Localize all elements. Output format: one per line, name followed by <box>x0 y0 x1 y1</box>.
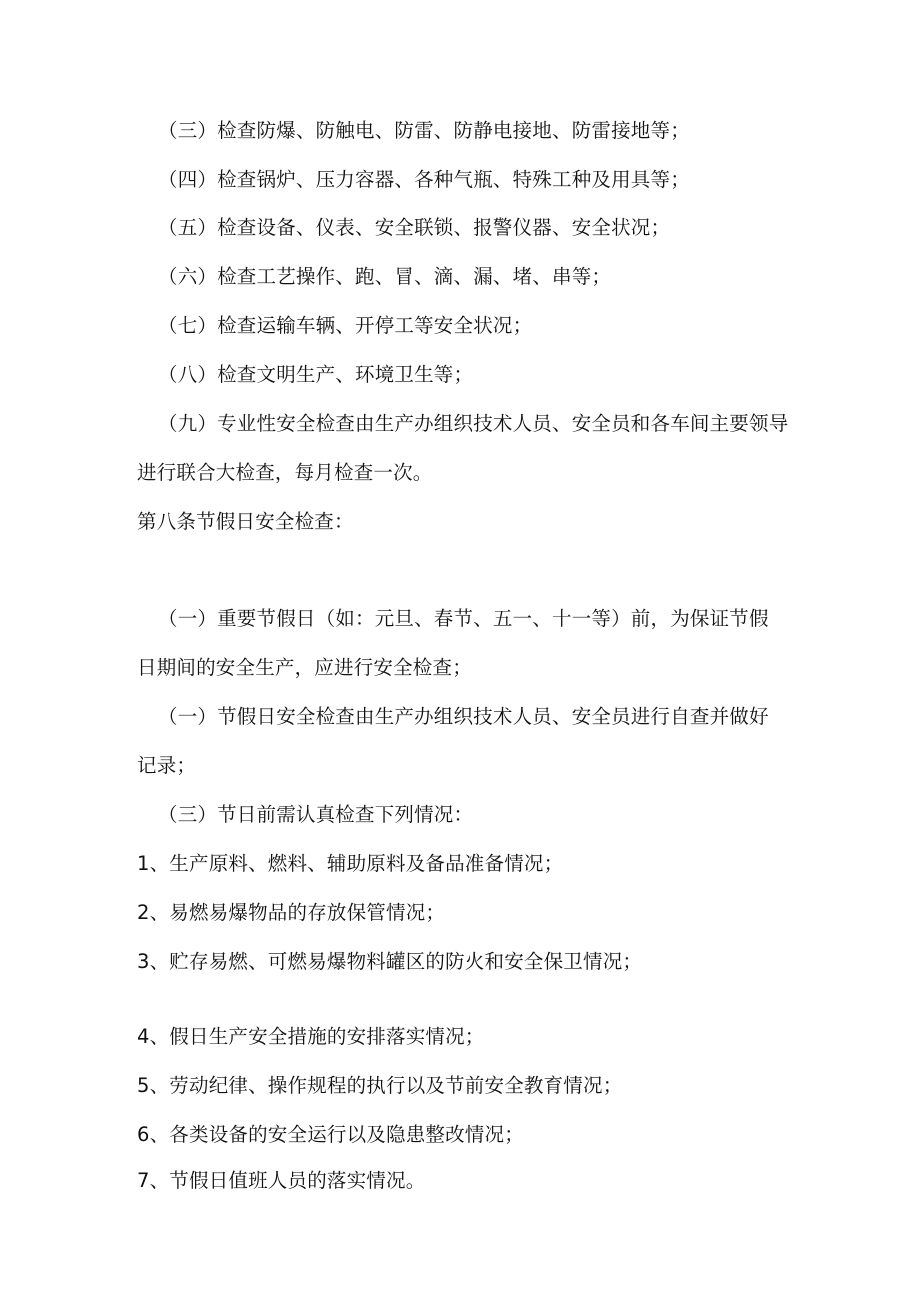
inspection-item-9-line1: （九）专业性安全检查由生产办组织技术人员、安全员和各车间主要领导 <box>158 412 789 435</box>
inspection-item-4: （四）检查锅炉、压力容器、各种气瓶、特殊工种及用具等； <box>158 168 690 191</box>
holiday-item-2-line1: （一）节假日安全检查由生产办组织技术人员、安全员进行自查并做好 <box>158 705 769 728</box>
checklist-item-3: 3、贮存易燃、可燃易爆物料罐区的防火和安全保卫情况； <box>137 950 643 973</box>
checklist-item-1: 1、生产原料、燃料、辅助原料及备品准备情况； <box>137 852 564 875</box>
inspection-item-3: （三）检查防爆、防触电、防雷、防静电接地、防雷接地等； <box>158 119 690 142</box>
article-8-heading: 第八条节假日安全检查： <box>137 510 354 533</box>
checklist-item-2: 2、易燃易爆物品的存放保管情况； <box>137 901 446 924</box>
holiday-item-2-line2: 记录； <box>137 754 197 777</box>
checklist-item-7: 7、节假日值班人员的落实情况。 <box>137 1169 426 1192</box>
holiday-item-1-line1: （一）重要节假日（如：元旦、春节、五一、十一等）前，为保证节假 <box>158 607 769 630</box>
inspection-item-8: （八）检查文明生产、环境卫生等； <box>158 363 474 386</box>
checklist-item-6: 6、各类设备的安全运行以及隐患整改情况； <box>137 1123 524 1146</box>
inspection-item-6: （六）检查工艺操作、跑、冒、滴、漏、堵、串等； <box>158 265 612 288</box>
inspection-item-9-line2: 进行联合大检查，每月检查一次。 <box>137 461 433 484</box>
holiday-item-1-line2: 日期间的安全生产，应进行安全检查； <box>137 656 472 679</box>
checklist-item-5: 5、劳动纪律、操作规程的执行以及节前安全教育情况； <box>137 1074 623 1097</box>
inspection-item-5: （五）检查设备、仪表、安全联锁、报警仪器、安全状况； <box>158 216 671 239</box>
holiday-item-3: （三）节日前需认真检查下列情况： <box>158 803 474 826</box>
inspection-item-7: （七）检查运输车辆、开停工等安全状况； <box>158 314 533 337</box>
checklist-item-4: 4、假日生产安全措施的安排落实情况； <box>137 1025 485 1048</box>
